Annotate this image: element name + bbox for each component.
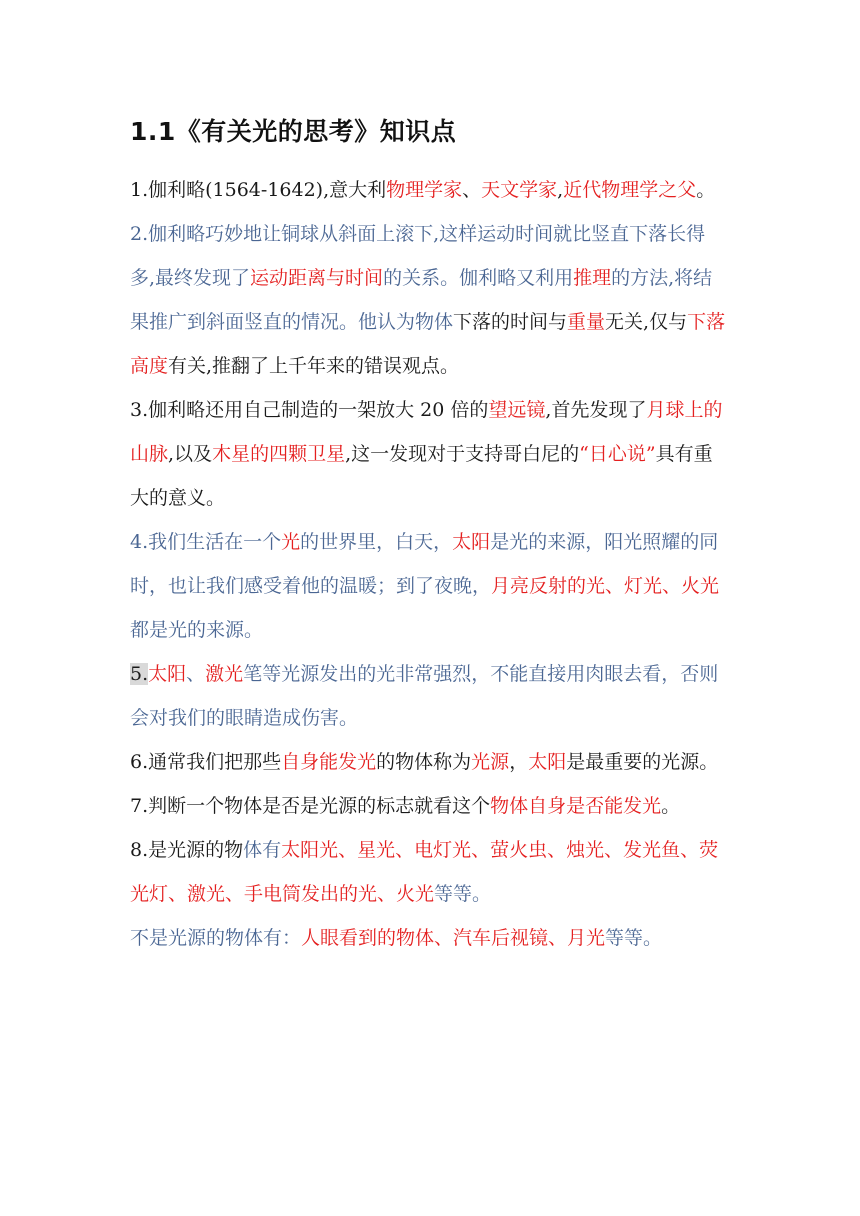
text-run: 太阳 [452, 531, 491, 553]
text-run: 光 [281, 531, 301, 553]
text-run: 是最重要的光源。 [566, 751, 719, 773]
text-run: 太阳 [528, 751, 567, 773]
text-run: , [557, 179, 564, 201]
text-run: “日心说” [579, 443, 656, 465]
text-run: 笔等光源发出的光非常强烈，不能直接用肉眼去看，否则会对我们的眼睛造成伤害。 [130, 663, 719, 729]
text-run: 5. [130, 663, 149, 685]
page-title: 1.1《有关光的思考》知识点 [130, 117, 457, 146]
text-run: 望远镜 [488, 399, 546, 421]
text-run: 。 [661, 795, 681, 817]
text-run: 推理 [573, 267, 612, 289]
text-run: 太阳 [148, 663, 187, 685]
text-run: 人眼看到的物体、汽车后视镜、月光 [301, 927, 606, 949]
text-run: 3.伽利略还用自己制造的一架放大 20 倍的 [130, 399, 489, 421]
text-run: 自身能发光 [281, 751, 377, 773]
text-run: ,这一发现对于支持哥白尼的 [345, 443, 580, 465]
text-run: 近代物理学之父 [563, 179, 697, 201]
text-run: 2.伽利略巧妙地让铜球从斜面上滚下,这样运动时间就比竖直下落长得多,最终发现了 [130, 223, 706, 289]
text-run: 无关,仅与 [605, 311, 688, 333]
document-body [130, 168, 730, 960]
text-run: 体有 [243, 839, 282, 861]
text-run: 的世界里，白天， [300, 531, 453, 553]
text-run: 物体自身是否能发光 [490, 795, 662, 817]
text-run: ,以及 [168, 443, 213, 465]
text-run: 激光 [205, 663, 244, 685]
text-run: 下落的时间与 [453, 311, 568, 333]
paragraph-3 [130, 388, 730, 520]
text-run: 、 [186, 663, 206, 685]
text-run: 的关系。伽利略又利用 [383, 267, 574, 289]
text-run: 等等。 [605, 927, 663, 949]
text-run: 具有重大的意义。 [130, 443, 713, 509]
paragraph-6 [130, 740, 730, 784]
text-run: 6.通常我们把那些 [130, 751, 282, 773]
text-run: 有关,推翻了上千年来的错误观点。 [168, 355, 460, 377]
paragraph-5 [130, 652, 730, 740]
text-run: 不是光源的物体有： [130, 927, 302, 949]
text-run: 太阳光、星光、电灯光、萤火虫、烛光、发光鱼、荧光灯、激光、手电筒发出的光、火光 [130, 839, 719, 905]
paragraph-7 [130, 784, 730, 828]
paragraph-1 [130, 168, 730, 212]
paragraph-9 [130, 916, 730, 960]
text-run: 运动距离与时间 [250, 267, 384, 289]
text-run: 月亮反射的光、灯光、火光 [491, 575, 720, 597]
paragraph-8 [130, 828, 730, 916]
text-run: 木星的四颗卫星 [212, 443, 346, 465]
text-run: ， [509, 751, 529, 773]
text-run: 光源 [471, 751, 510, 773]
text-run: 天文学家 [481, 179, 558, 201]
text-run: 1.伽利略(1564-1642),意大利 [130, 179, 387, 201]
text-run: 的物体称为 [376, 751, 472, 773]
text-run: 4.我们生活在一个 [130, 531, 282, 553]
text-run: 的方法,将结果推广到斜面竖直的情况。他认为物体 [130, 267, 713, 333]
text-run: 是光的来源，阳光照耀的同时，也让我们感受着他的温暖；到了夜晚， [130, 531, 719, 597]
text-run: 。 [696, 179, 716, 201]
text-run: 月球上的山脉 [130, 399, 723, 465]
text-run: 都是光的来源。 [130, 619, 264, 641]
text-run: 重量 [567, 311, 606, 333]
text-run: 物理学家 [386, 179, 463, 201]
text-run: ,首先发现了 [545, 399, 647, 421]
text-run: 、 [462, 179, 482, 201]
text-run: 7.判断一个物体是否是光源的标志就看这个 [130, 795, 491, 817]
paragraph-2 [130, 212, 730, 388]
paragraph-4 [130, 520, 730, 652]
text-run: 8.是光源的物 [130, 839, 244, 861]
text-run: 等等。 [434, 883, 492, 905]
text-run: 下落高度 [130, 311, 726, 377]
